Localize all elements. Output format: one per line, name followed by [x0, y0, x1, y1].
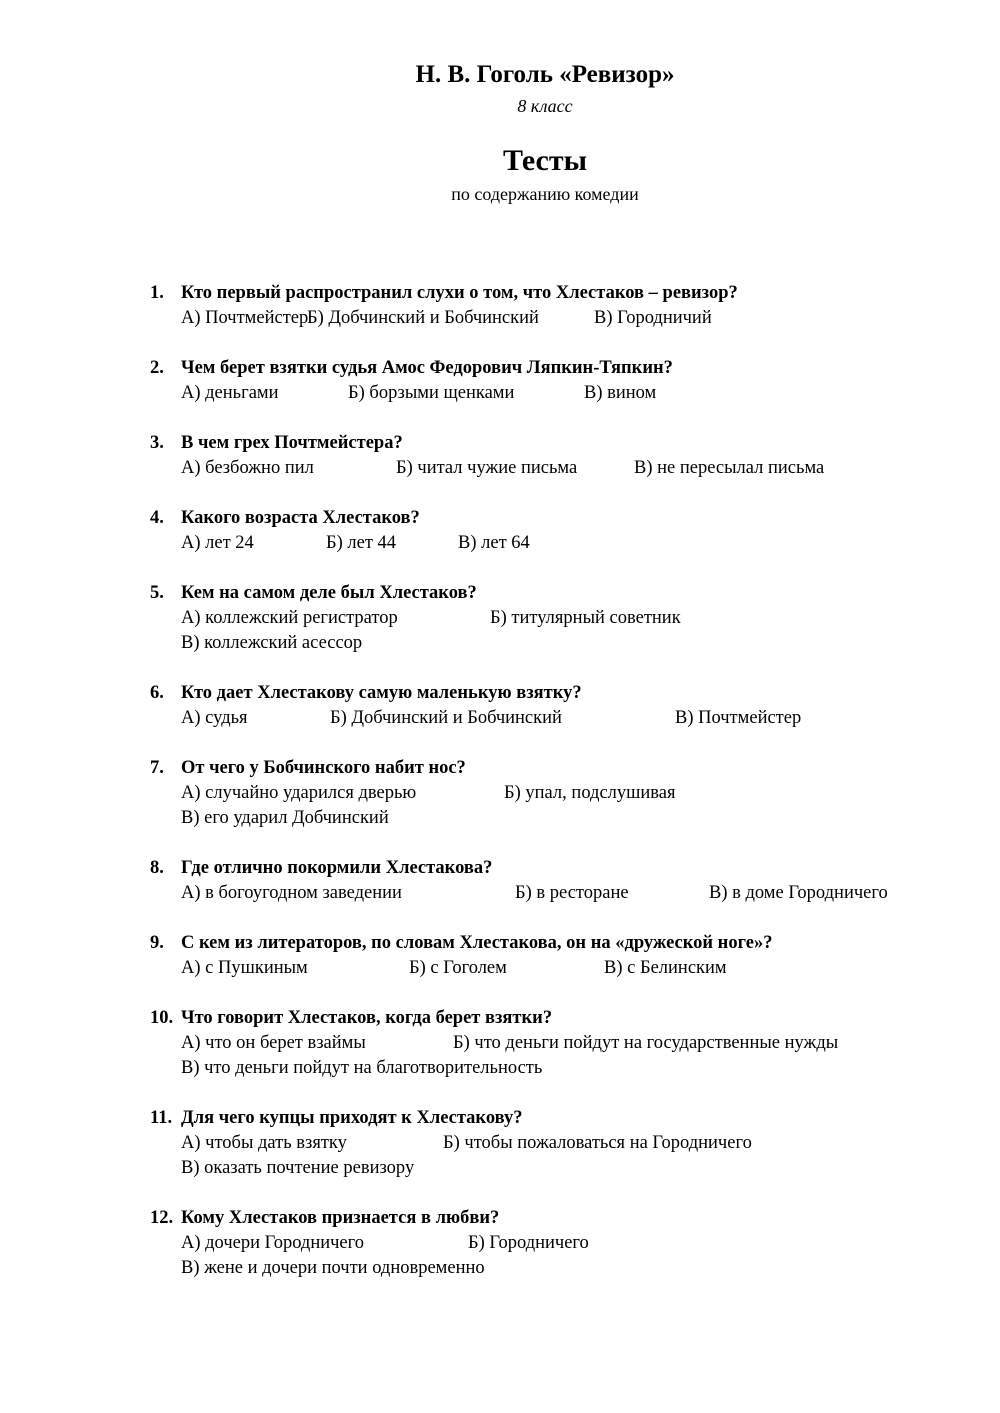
option-b: Б) читал чужие письма	[396, 458, 578, 478]
question-text: В чем грех Почтмейстера?	[181, 433, 403, 453]
option-c: В) в доме Городничего	[709, 883, 888, 903]
question-text: С кем из литераторов, по словам Хлестакова, он на «дружеской ноге»?	[181, 933, 773, 953]
option-a: А) Почтмейстер	[181, 308, 309, 328]
question-text: От чего у Бобчинского набит нос?	[181, 758, 466, 778]
option-a: А) безбожно пил	[181, 458, 314, 478]
option-a: А) судья	[181, 708, 248, 728]
question-11	[150, 1108, 950, 1183]
question-1	[150, 283, 950, 333]
option-c: В) лет 64	[458, 533, 530, 553]
option-c: В) вином	[584, 383, 657, 403]
option-c: В) его ударил Добчинский	[181, 808, 389, 828]
option-a: А) с Пушкиным	[181, 958, 308, 978]
question-6	[150, 683, 950, 733]
option-b: Б) что деньги пойдут на государственные нужды	[453, 1033, 839, 1053]
option-a: А) деньгами	[181, 383, 279, 403]
question-text: Кому Хлестаков признается в любви?	[181, 1208, 500, 1228]
option-b: Б) с Гоголем	[409, 958, 507, 978]
question-2	[150, 358, 950, 408]
question-12	[150, 1208, 950, 1283]
option-b: Б) титулярный советник	[490, 608, 681, 628]
option-a: А) в богоугодном заведении	[181, 883, 402, 903]
option-c: В) коллежский асессор	[181, 633, 363, 653]
question-10	[150, 1008, 950, 1083]
option-b: Б) Городничего	[468, 1233, 589, 1253]
question-number: 7.	[150, 758, 164, 778]
question-9	[150, 933, 950, 983]
question-8	[150, 858, 950, 908]
option-a: А) случайно ударился дверью	[181, 783, 417, 803]
question-number: 12.	[150, 1208, 174, 1228]
option-c: В) Городничий	[594, 308, 712, 328]
option-c: В) оказать почтение ревизору	[181, 1158, 415, 1178]
section-subtitle: по содержанию комедии	[451, 184, 639, 204]
question-number: 3.	[150, 433, 164, 453]
option-b: Б) борзыми щенками	[348, 383, 515, 403]
question-7	[150, 758, 950, 833]
option-c: В) не пересылал письма	[634, 458, 825, 478]
option-b: Б) Добчинский и Бобчинский	[307, 308, 539, 328]
question-number: 8.	[150, 858, 164, 878]
option-b: Б) чтобы пожаловаться на Городничего	[443, 1133, 752, 1153]
document-title: Н. В. Гоголь «Ревизор»	[415, 61, 675, 88]
option-c: В) с Белинским	[604, 958, 727, 978]
question-number: 11.	[150, 1108, 173, 1128]
question-number: 2.	[150, 358, 164, 378]
question-number: 9.	[150, 933, 164, 953]
option-c: В) что деньги пойдут на благотворительность	[181, 1058, 543, 1078]
question-3	[150, 433, 950, 483]
option-a: А) коллежский регистратор	[181, 608, 398, 628]
option-b: Б) Добчинский и Бобчинский	[330, 708, 562, 728]
question-number: 1.	[150, 283, 164, 303]
question-text: Кем на самом деле был Хлестаков?	[181, 583, 477, 603]
question-number: 4.	[150, 508, 164, 528]
option-b: Б) лет 44	[326, 533, 397, 553]
question-text: Кто дает Хлестакову самую маленькую взятку?	[181, 683, 582, 703]
section-title: Тесты	[502, 144, 588, 177]
option-c: В) жене и дочери почти одновременно	[181, 1258, 485, 1278]
question-number: 10.	[150, 1008, 174, 1028]
option-c: В) Почтмейстер	[675, 708, 802, 728]
question-text: Какого возраста Хлестаков?	[181, 508, 420, 528]
grade-label: 8 класс	[517, 96, 573, 116]
option-b: Б) упал, подслушивая	[504, 783, 676, 803]
question-text: Где отлично покормили Хлестакова?	[181, 858, 493, 878]
question-4	[150, 508, 950, 558]
question-number: 5.	[150, 583, 164, 603]
question-text: Кто первый распространил слухи о том, что Хлестаков – ревизор?	[181, 283, 738, 303]
question-5	[150, 583, 950, 658]
option-a: А) чтобы дать взятку	[181, 1133, 347, 1153]
option-b: Б) в ресторане	[515, 883, 629, 903]
option-a: А) лет 24	[181, 533, 254, 553]
question-number: 6.	[150, 683, 164, 703]
question-text: Что говорит Хлестаков, когда берет взятки?	[181, 1008, 553, 1028]
question-text: Для чего купцы приходят к Хлестакову?	[181, 1108, 523, 1128]
option-a: А) что он берет взаймы	[181, 1033, 366, 1053]
option-a: А) дочери Городничего	[181, 1233, 365, 1253]
question-text: Чем берет взятки судья Амос Федорович Ляпкин-Тяпкин?	[181, 358, 673, 378]
